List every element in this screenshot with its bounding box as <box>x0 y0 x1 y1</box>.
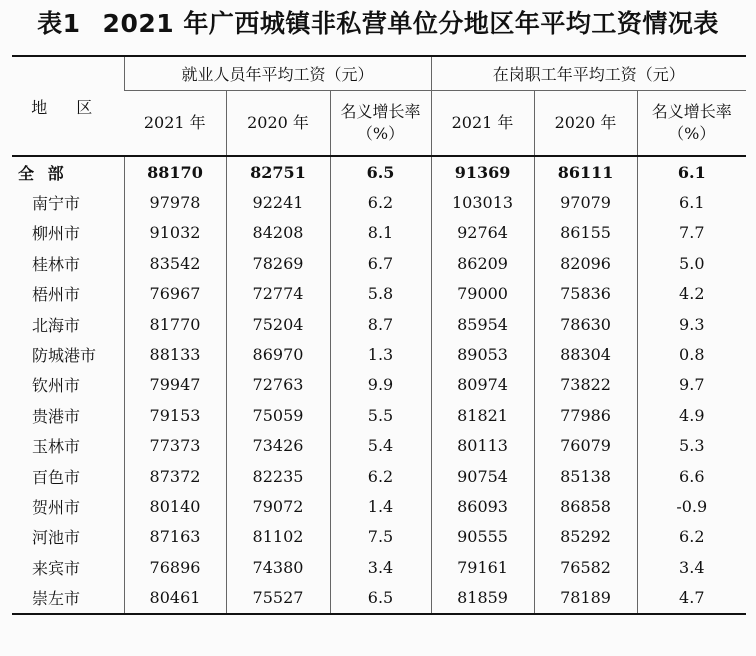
employed-growth-cell: 5.5 <box>330 400 431 430</box>
onpost-growth-cell: 9.7 <box>637 370 746 400</box>
onpost-2021-cell: 79000 <box>431 279 534 309</box>
header-employed-growth <box>330 91 431 157</box>
table-title-text: 2021 年广西城镇非私营单位分地区年平均工资情况表 <box>102 9 719 38</box>
table-row <box>12 491 746 521</box>
table-title <box>0 4 756 44</box>
header-onpost-growth <box>637 91 746 157</box>
employed-growth-cell: 5.8 <box>330 279 431 309</box>
onpost-2020-cell: 85292 <box>534 522 637 552</box>
onpost-2021-cell: 86209 <box>431 248 534 278</box>
onpost-2021-cell: 81859 <box>431 582 534 613</box>
table-row <box>12 461 746 491</box>
header-group-onpost: 在岗职工年平均工资（元） <box>431 56 746 91</box>
region-cell: 崇左市 <box>12 582 124 613</box>
onpost-2021-cell: 89053 <box>431 339 534 369</box>
employed-growth-cell: 3.4 <box>330 552 431 582</box>
header-region-label: 地 区 <box>31 97 105 117</box>
region-cell: 贺州市 <box>32 497 81 517</box>
region-cell: 百色市 <box>32 467 81 487</box>
onpost-growth-cell: 6.1 <box>637 187 746 217</box>
onpost-growth-cell: 4.7 <box>637 582 746 613</box>
onpost-growth-cell: 7.7 <box>637 218 746 248</box>
employed-2020-cell: 81102 <box>226 522 330 552</box>
onpost-2020-cell: 78189 <box>534 582 637 613</box>
table-row <box>12 522 746 552</box>
wage-table <box>12 55 746 615</box>
onpost-2020-cell: 77986 <box>534 400 637 430</box>
region-cell: 南宁市 <box>32 194 81 214</box>
employed-2020-cell: 82751 <box>226 156 330 187</box>
employed-2021-cell: 91032 <box>124 218 226 248</box>
employed-2021-cell: 77373 <box>124 431 226 461</box>
table-row-total <box>12 156 746 187</box>
table-body <box>12 156 746 614</box>
onpost-growth-cell: 5.3 <box>637 431 746 461</box>
region-cell: 北海市 <box>32 315 81 335</box>
region-cell: 全 部 <box>18 163 68 183</box>
region-cell: 贵港市 <box>32 406 81 426</box>
employed-2021-cell: 80140 <box>124 491 226 521</box>
employed-2020-cell: 79072 <box>226 491 330 521</box>
employed-2021-cell: 79947 <box>124 370 226 400</box>
header-employed-2020: 2020 年 <box>226 91 330 157</box>
header-growth-line2: （%） <box>668 124 716 143</box>
onpost-2021-cell: 103013 <box>431 187 534 217</box>
employed-growth-cell: 6.5 <box>330 582 431 613</box>
region-cell: 玉林市 <box>32 437 81 457</box>
header-growth-line1: 名义增长率 <box>651 102 732 121</box>
onpost-growth-cell: -0.9 <box>637 491 746 521</box>
table-row <box>12 248 746 278</box>
employed-2021-cell: 76896 <box>124 552 226 582</box>
onpost-growth-cell: 6.2 <box>637 522 746 552</box>
onpost-2020-cell: 73822 <box>534 370 637 400</box>
employed-2021-cell: 87163 <box>124 522 226 552</box>
employed-2020-cell: 75059 <box>226 400 330 430</box>
employed-2020-cell: 82235 <box>226 461 330 491</box>
region-cell: 河池市 <box>32 528 81 548</box>
table-header <box>12 56 746 156</box>
table-row <box>12 431 746 461</box>
employed-2020-cell: 74380 <box>226 552 330 582</box>
table-row <box>12 218 746 248</box>
employed-2020-cell: 78269 <box>226 248 330 278</box>
table-number: 表1 <box>37 9 81 38</box>
header-growth-line2: （%） <box>356 124 405 143</box>
region-cell: 钦州市 <box>32 376 81 396</box>
onpost-2020-cell: 88304 <box>534 339 637 369</box>
region-cell: 桂林市 <box>32 254 81 274</box>
table-row <box>12 309 746 339</box>
onpost-growth-cell: 3.4 <box>637 552 746 582</box>
employed-2020-cell: 72774 <box>226 279 330 309</box>
region-cell: 来宾市 <box>32 558 81 578</box>
employed-growth-cell: 5.4 <box>330 431 431 461</box>
onpost-2021-cell: 91369 <box>431 156 534 187</box>
employed-2021-cell: 76967 <box>124 279 226 309</box>
header-onpost-2021: 2021 年 <box>431 91 534 157</box>
header-employed-2021: 2021 年 <box>124 91 226 157</box>
employed-2020-cell: 84208 <box>226 218 330 248</box>
employed-growth-cell: 8.1 <box>330 218 431 248</box>
employed-growth-cell: 1.4 <box>330 491 431 521</box>
employed-growth-cell: 1.3 <box>330 339 431 369</box>
onpost-2020-cell: 76582 <box>534 552 637 582</box>
onpost-2021-cell: 90754 <box>431 461 534 491</box>
onpost-growth-cell: 4.2 <box>637 279 746 309</box>
onpost-growth-cell: 5.0 <box>637 248 746 278</box>
employed-growth-cell: 7.5 <box>330 522 431 552</box>
employed-2021-cell: 87372 <box>124 461 226 491</box>
region-cell: 柳州市 <box>32 224 81 244</box>
onpost-2021-cell: 92764 <box>431 218 534 248</box>
header-group-employed: 就业人员年平均工资（元） <box>124 56 431 91</box>
onpost-growth-cell: 9.3 <box>637 309 746 339</box>
employed-2021-cell: 88170 <box>124 156 226 187</box>
onpost-2020-cell: 75836 <box>534 279 637 309</box>
onpost-2021-cell: 86093 <box>431 491 534 521</box>
onpost-2021-cell: 85954 <box>431 309 534 339</box>
employed-2020-cell: 86970 <box>226 339 330 369</box>
employed-growth-cell: 6.2 <box>330 187 431 217</box>
employed-2021-cell: 97978 <box>124 187 226 217</box>
employed-2021-cell: 79153 <box>124 400 226 430</box>
onpost-2021-cell: 80113 <box>431 431 534 461</box>
region-cell: 防城港市 <box>32 346 97 366</box>
employed-2020-cell: 92241 <box>226 187 330 217</box>
onpost-2020-cell: 86858 <box>534 491 637 521</box>
employed-2020-cell: 73426 <box>226 431 330 461</box>
employed-growth-cell: 8.7 <box>330 309 431 339</box>
employed-2020-cell: 75204 <box>226 309 330 339</box>
onpost-2021-cell: 80974 <box>431 370 534 400</box>
header-onpost-2020: 2020 年 <box>534 91 637 157</box>
employed-growth-cell: 6.5 <box>330 156 431 187</box>
table-row <box>12 339 746 369</box>
employed-2021-cell: 81770 <box>124 309 226 339</box>
employed-growth-cell: 6.2 <box>330 461 431 491</box>
table-row <box>12 552 746 582</box>
onpost-growth-cell: 6.6 <box>637 461 746 491</box>
table-row <box>12 370 746 400</box>
onpost-2020-cell: 97079 <box>534 187 637 217</box>
onpost-2020-cell: 86111 <box>534 156 637 187</box>
region-cell: 梧州市 <box>32 285 81 305</box>
employed-growth-cell: 6.7 <box>330 248 431 278</box>
employed-2021-cell: 83542 <box>124 248 226 278</box>
table-row <box>12 582 746 613</box>
onpost-2020-cell: 86155 <box>534 218 637 248</box>
onpost-2020-cell: 82096 <box>534 248 637 278</box>
header-row-1 <box>12 56 746 91</box>
onpost-growth-cell: 0.8 <box>637 339 746 369</box>
table-row <box>12 279 746 309</box>
onpost-growth-cell: 6.1 <box>637 156 746 187</box>
header-growth-line1: 名义增长率 <box>340 102 421 121</box>
employed-2020-cell: 75527 <box>226 582 330 613</box>
onpost-growth-cell: 4.9 <box>637 400 746 430</box>
employed-growth-cell: 9.9 <box>330 370 431 400</box>
onpost-2021-cell: 79161 <box>431 552 534 582</box>
header-region <box>12 56 124 156</box>
onpost-2021-cell: 90555 <box>431 522 534 552</box>
employed-2021-cell: 88133 <box>124 339 226 369</box>
onpost-2020-cell: 85138 <box>534 461 637 491</box>
onpost-2021-cell: 81821 <box>431 400 534 430</box>
onpost-2020-cell: 78630 <box>534 309 637 339</box>
employed-2021-cell: 80461 <box>124 582 226 613</box>
table-row <box>12 400 746 430</box>
employed-2020-cell: 72763 <box>226 370 330 400</box>
table-row <box>12 187 746 217</box>
onpost-2020-cell: 76079 <box>534 431 637 461</box>
